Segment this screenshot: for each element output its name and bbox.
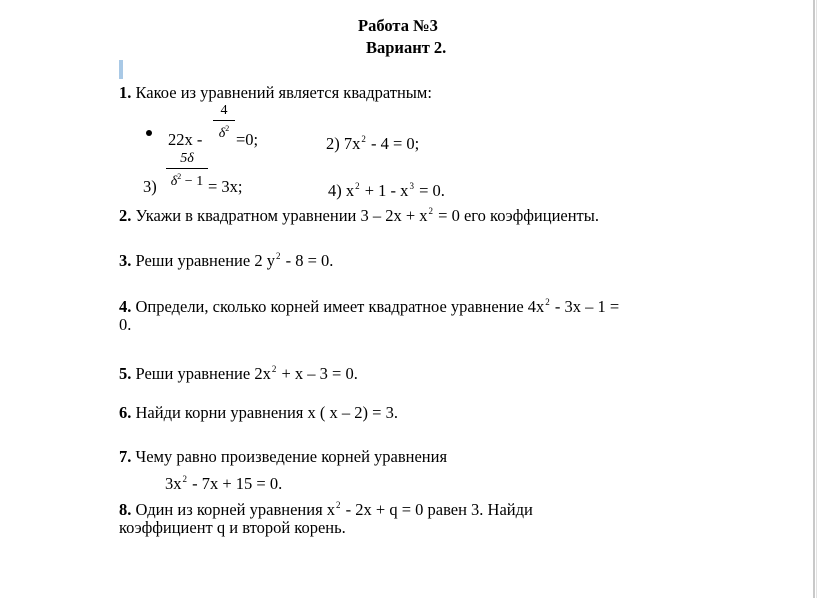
option-2: 2) $7x^2 - 4 = 0$; <box>326 134 420 153</box>
page-title: Работа №3 <box>358 16 438 35</box>
question-7: 7. Чему равно произведение корней уравнения <box>119 447 448 466</box>
page-border <box>813 0 815 598</box>
question-text: Какое из уравнений является квадратным: <box>131 83 432 102</box>
option-3-right: = 3x; <box>208 177 243 196</box>
option-4: 4) $x^2 + 1 - x^3 = 0$. <box>328 181 445 200</box>
bullet-icon <box>146 130 152 136</box>
question-2: 2. Укажи в квадратном уравнении $3 - 2x + x^2 = 0$ его коэффициенты. <box>119 206 599 225</box>
question-5: 5. Реши уравнение $2x^2 + x - 3 = 0$. <box>119 364 358 383</box>
page-border-shadow <box>816 0 817 598</box>
question-1 <box>119 83 432 102</box>
option-3-label: 3) <box>143 177 157 196</box>
question-3: 3. Реши уравнение 2 $y^2 - 8 = 0$. <box>119 251 334 270</box>
fraction-denominator: $\delta^2$ <box>218 124 230 141</box>
option-3-fraction <box>166 152 208 189</box>
fraction-denominator: $\delta^2 - 1$ <box>170 172 204 189</box>
question-4: 4. Определи, сколько корней имеет квадратное уравнение $4x^2 - 3x - 1$ = <box>119 297 620 316</box>
fraction-numerator: 4 <box>220 103 228 118</box>
option-1-right: =0; <box>236 130 259 149</box>
question-8-continuation: коэффициент q и второй корень. <box>119 518 346 537</box>
question-6: 6. Найди корни уравнения x ( x – 2) = 3. <box>119 403 398 422</box>
option-1-fraction <box>213 104 235 141</box>
fraction-bar <box>166 168 208 169</box>
fraction-bar <box>213 120 235 121</box>
variant-title: Вариант 2. <box>366 38 447 57</box>
question-8: 8. Один из корней уравнения $x^2 - 2x + q = 0$ равен 3. Найди <box>119 500 533 519</box>
question-number: 1. <box>119 83 132 102</box>
text-cursor-marker <box>119 60 123 79</box>
option-1-left: 22x - <box>168 130 203 149</box>
fraction-numerator: 5δ <box>180 151 194 166</box>
question-4-continuation: 0. <box>119 315 132 334</box>
question-7-equation: $3x^2 - 7x + 15 = 0$. <box>165 474 283 493</box>
